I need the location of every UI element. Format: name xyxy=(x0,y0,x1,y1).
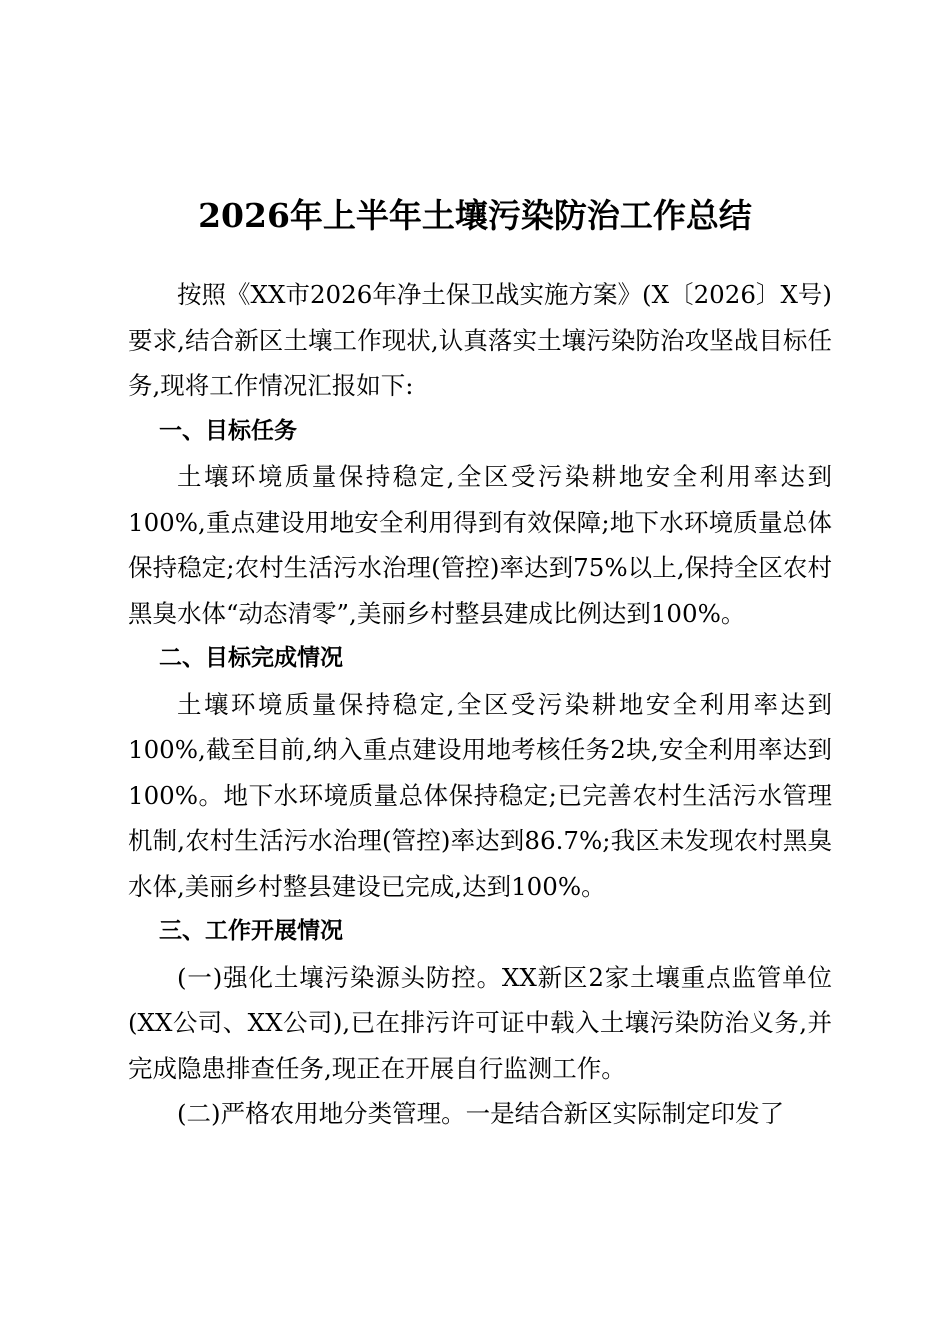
section-paragraph: 土壤环境质量保持稳定,全区受污染耕地安全利用率达到100%,重点建设用地安全利用得到有效保障;地下水环境质量总体保持稳定;农村生活污水治理(管控)率达到75%以上,保持全区农村黑臭水体“动态清零”,美丽乡村整县建成比例达到100%。 xyxy=(128,462,832,628)
document-body xyxy=(128,272,832,1137)
section-heading-work: 三、工作开展情况 xyxy=(159,918,344,944)
section-paragraph: 土壤环境质量保持稳定,全区受污染耕地安全利用率达到100%,截至目前,纳入重点建设用地考核任务2块,安全利用率达到100%。地下水环境质量总体保持稳定;已完善农村生活污水管理机制,农村生活污水治理(管控)率达到86.7%;我区未发现农村黑臭水体,美丽乡村整县建设已完成,达到100%。 xyxy=(128,689,832,901)
document-title: 2026年上半年土壤污染防治工作总结 xyxy=(198,196,752,236)
section-paragraph: (一)强化土壤污染源头防控。XX新区2家土壤重点监管单位(XX公司、XX公司),已在排污许可证中载入土壤污染防治义务,并完成隐患排查任务,现正在开展自行监测工作。 xyxy=(128,962,832,1083)
section-paragraph: (二)严格农用地分类管理。一是结合新区实际制定印发了 xyxy=(177,1099,785,1128)
section-heading-targets: 一、目标任务 xyxy=(159,417,298,444)
intro-paragraph: 按照《XX市2026年净土保卫战实施方案》(X〔2026〕X号)要求,结合新区土壤工作现状,认真落实土壤污染防治攻坚战目标任务,现将工作情况汇报如下: xyxy=(128,280,832,400)
section-heading-completion: 二、目标完成情况 xyxy=(159,645,344,671)
